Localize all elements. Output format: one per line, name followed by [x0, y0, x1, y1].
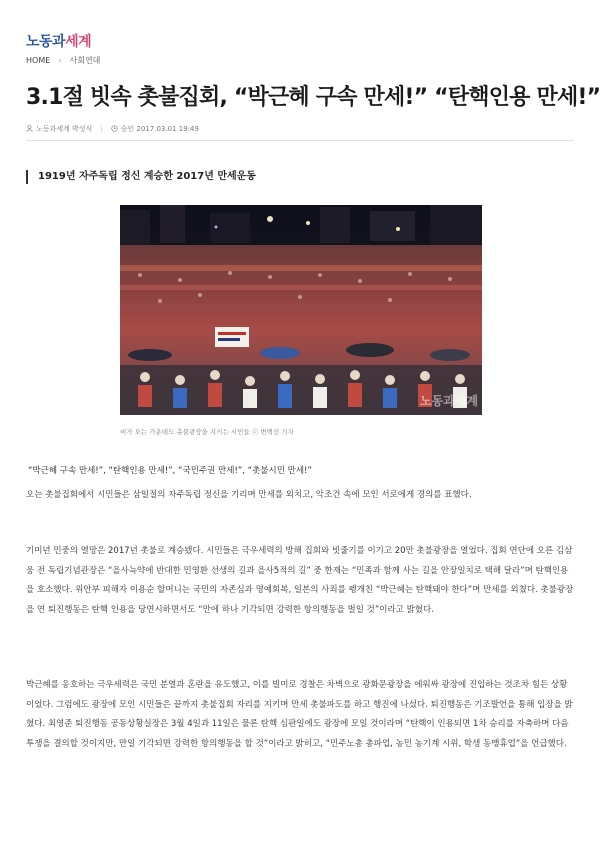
article-meta [26, 124, 199, 134]
site-logo[interactable] [26, 31, 91, 51]
clock-icon [111, 125, 118, 134]
breadcrumb [26, 55, 100, 66]
logo-text-part1: 노동과 [26, 34, 66, 50]
article-author[interactable]: 노동과세계 박성식 [36, 125, 93, 133]
breadcrumb-section[interactable]: 사회연대 [69, 56, 101, 65]
meta-divider: | [100, 125, 103, 133]
logo-text-part2: 세계 [65, 34, 92, 50]
photo-watermark: 노동과세계 [420, 394, 478, 408]
article-paragraph-3: 박근혜를 옹호하는 극우세력은 국민 분열과 혼란을 유도했고, 이를 빌미로 경찰은 차벽으로 광화문광장을 에워싸 광장에 진입하는 것조차 힘든 상황이었다. 그럼에도 광장에 모인 시민들은 끝까지 촛불집회 자리를 지키며 만세 촛불파도를 하고 행진에 나섰다. 퇴진행동은 기조발언을 통해 입장을 밝혔다. 최영준 퇴진행동 공동상황실장은 3월 4일과 11일은 물론 탄핵 심판일에도 광장에 모일 것이라며 “탄핵이 인용되면 1차 승리를 자축하며 다음 투쟁을 결의할 것이지만, 만일 기각되면 강력한 항의행동을 할 것”이라고 밝히고, “민주노총 총파업, 농민 농기계 시위, 학생 동맹휴업”을 언급했다. [26, 680, 573, 749]
header-divider [26, 140, 574, 141]
article-quotes: “박근혜 구속 만세!”, “탄핵인용 만세!”, “국민주권 만세!”, “촛불시민 만세!” [28, 466, 312, 476]
breadcrumb-separator-icon: › [58, 56, 62, 65]
photo-caption: 비가 오는 가운데도 촛불광장을 지키는 시민들 ⓒ 변백선 기자 [120, 428, 294, 436]
article-subtitle: 1919년 자주독립 정신 계승한 2017년 만세운동 [26, 170, 256, 184]
breadcrumb-home[interactable]: HOME [26, 56, 51, 65]
article-photo[interactable] [120, 205, 482, 415]
article-paragraph-1: 오는 촛불집회에서 시민들은 삼일절의 자주독립 정신을 기리며 만세를 외치고, 악조건 속에 모인 서로에게 경의를 표했다. [26, 490, 472, 500]
article-title: 3.1절 빗속 촛불집회, “박근혜 구속 만세!” “탄핵인용 만세!” [26, 85, 600, 110]
person-icon [26, 125, 33, 134]
article-paragraph-2: 기미년 민중의 열망은 2017년 촛불로 계승됐다. 시민들은 극우세력의 방해 집회와 빗줄기를 이기고 20만 촛불광장을 열었다. 집회 연단에 오른 김삼웅 전 독립기념관장은 “을사늑약에 반대한 민영환 선생의 길과 을사5적의 길” 중 한재는 “민족과 함께 사는 길을 안장일치로 택해 달라”며 탄핵인용을 호소했다. 위안부 피해자 이용순 할머니는 국민의 자존심과 명예회복, 일본의 사죄를 펭개친 “박근혜는 탄핵돼야 한다”며 만세를 외쳤다. 촛불광장을 연 퇴진행동은 탄핵 인용을 당연시하면서도 “만에 하나 기각되면 강력한 항의행동을 벌일 것”이라고 밝혔다. [26, 546, 574, 615]
article-date: 승인 2017.03.01 19:49 [120, 125, 199, 133]
